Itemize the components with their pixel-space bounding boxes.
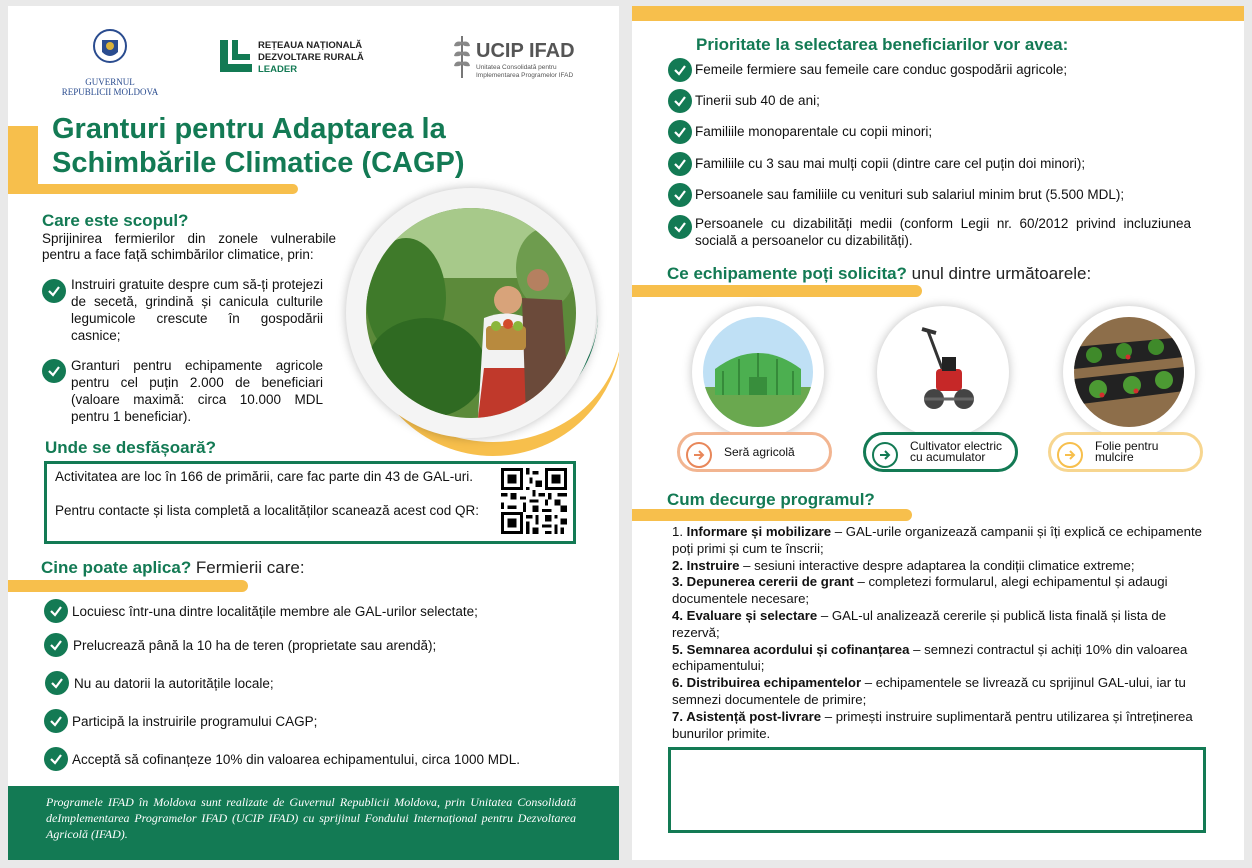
program-step-7: 7. Asistență post-livrare – primești instruire suplimentară pentru utilizarea și întreținerea bunurilor primite. [672, 708, 1193, 741]
program-underline-bar [632, 509, 912, 521]
contact-box [668, 747, 1206, 833]
program-step-2: 2. Instruire – sesiuni interactive despre adaptarea la condiții climatice extreme; [672, 557, 1135, 573]
gov-name-line2: REPUBLICII MOLDOVA [61, 87, 159, 97]
check-icon [42, 359, 66, 383]
who-heading [41, 558, 305, 578]
right-flyer-page [632, 6, 1244, 860]
program-step-1: 1. Informare și mobilizare – GAL-urile organizează campanii și îți explică ce echipamente poți primi și cum te înscrii; [672, 524, 1202, 556]
priority-item-3: Familiile monoparentale cu copii minori; [695, 124, 933, 139]
government-logo [60, 26, 160, 97]
equipment-cultivator [863, 432, 1018, 472]
check-icon [668, 58, 692, 82]
program-step-4: 4. Evaluare și selectare – GAL-ul analizează cererile și publică lista finală și lista de rezervă; [672, 607, 1167, 640]
wheat-icon [452, 32, 472, 80]
ucip-title: UCIP IFAD [476, 40, 575, 62]
check-icon [44, 747, 68, 771]
equipment-heading-suffix: unul dintre următoarele: [906, 264, 1092, 283]
equipment-cultivator-label: Cultivator electric cu acumulator [910, 439, 1003, 464]
rndr-line1: REȚEAUA NAȚIONALĂ [258, 40, 363, 51]
footer-band [8, 786, 619, 860]
coat-of-arms-icon [90, 26, 130, 70]
who-item-1: Locuiesc într-una dintre localitățile membre ale GAL-urilor selectate; [72, 604, 478, 619]
farmer-photo-frame [346, 188, 596, 438]
check-icon [668, 120, 692, 144]
where-box [44, 461, 576, 544]
equipment-heading [667, 264, 1091, 284]
greenhouse-photo-frame [692, 306, 824, 438]
page-title [52, 112, 465, 180]
rndr-line3: LEADER [258, 64, 298, 75]
where-text-1: Activitatea are loc în 166 de primării, care fac parte din 43 de GAL-uri. [55, 469, 473, 484]
scope-item-2: Granturi pentru echipamente agricole pentru cel puțin 2.000 de beneficiari (valoare maximă: circa 10.000 MDL pentru 1 beneficiar). [71, 358, 323, 424]
priority-item-4: Familiile cu 3 sau mai mulți copii (dintre care cel puțin doi minori); [695, 156, 1086, 171]
who-item-2: Prelucrează până la 10 ha de teren (proprietate sau arendă); [73, 638, 437, 653]
scope-intro: Sprijinirea fermierilor din zonele vulnerabile pentru a face față schimbărilor climatice, prin: [42, 231, 336, 262]
who-heading-suffix: Fermierii care: [191, 558, 305, 577]
program-step-5: 5. Semnarea acordului și cofinanțarea – semnezi contractul și achiți 10% din valoarea echipamentului; [672, 641, 1188, 674]
program-step-3: 3. Depunerea cererii de grant – completezi formularul, alegi echipamentul și adaugi documentele necesare; [672, 574, 1168, 607]
arrow-right-icon [1057, 442, 1083, 468]
check-icon [42, 279, 66, 303]
equipment-mulch-label: Folie pentru mulcire [1095, 439, 1159, 464]
arrow-right-icon [686, 442, 712, 468]
check-icon [668, 89, 692, 113]
equipment-mulch-film [1048, 432, 1203, 472]
who-heading-bold: Cine poate aplica? [41, 558, 192, 577]
priority-heading: Prioritate la selectarea beneficiarilor vor avea: [696, 35, 1069, 54]
equipment-underline-bar [632, 285, 922, 297]
check-icon [44, 709, 68, 733]
mulch-film-photo [1074, 317, 1184, 427]
ucip-ifad-logo [452, 32, 602, 84]
equipment-greenhouse-label: Seră agricolă [724, 445, 795, 459]
check-icon [668, 152, 692, 176]
scope-item-1: Instruiri gratuite despre cum să-ți protejezi de secetă, grindină și canicula culturile legumicole crescute în gospodării casnice; [71, 277, 323, 343]
rndr-line2: DEZVOLTARE RURALĂ [258, 52, 364, 63]
title-underline-bar [8, 184, 298, 194]
title-line1: Granturi pentru Adaptarea la [52, 113, 446, 145]
equipment-greenhouse [677, 432, 832, 472]
scope-heading: Care este scopul? [42, 211, 189, 230]
rndr-logo [220, 40, 370, 76]
program-steps [672, 524, 1217, 742]
priority-item-1: Femeile fermiere sau femeile care conduc gospodării agricole; [695, 62, 1068, 77]
who-item-3: Nu au datorii la autoritățile locale; [74, 676, 274, 691]
priority-item-6: Persoanele cu dizabilități medii (conform Legii nr. 60/2012 privind incluziunea socială a persoanelor cu dizabilități). [695, 216, 1191, 248]
where-text-2: Pentru contacte și lista completă a localităților scanează acest cod QR: [55, 503, 479, 518]
who-underline-bar [8, 580, 248, 592]
mulch-photo-frame [1063, 306, 1195, 438]
check-icon [668, 215, 692, 239]
priority-item-2: Tinerii sub 40 de ani; [695, 93, 820, 108]
cultivator-photo-frame [877, 306, 1009, 438]
who-item-4: Participă la instruirile programului CAGP; [72, 714, 318, 729]
qr-code-icon [501, 468, 567, 534]
program-step-6: 6. Distribuirea echipamentelor – echipamentele se livrează cu sprijinul GAL-ului, iar tu semnezi documentele de primire; [672, 675, 1186, 707]
equipment-heading-bold: Ce echipamente poți solicita? [667, 264, 907, 283]
ucip-sub1: Unitatea Consolidată pentru [476, 64, 557, 71]
program-heading: Cum decurge programul? [667, 490, 875, 509]
footer-text: Programele IFAD în Moldova sunt realizate de Guvernul Republicii Moldova, prin Unitatea Consolidată deImplementarea Programelor IFAD (UCIP IFAD) cu sprijinul Fondului Internațional pentru Dezvoltarea Agricolă (IFAD). [46, 795, 576, 841]
check-icon [44, 599, 68, 623]
where-heading: Unde se desfășoară? [45, 438, 217, 457]
farmer-photo [366, 208, 576, 418]
top-accent-bar [632, 6, 1244, 21]
gov-name-line1: GUVERNUL [85, 77, 135, 87]
check-icon [668, 183, 692, 207]
cultivator-photo [888, 317, 998, 427]
priority-item-5: Persoanele sau familiile cu venituri sub salariul minim brut (5.500 MDL); [695, 187, 1125, 202]
leader-logo-icon [220, 40, 252, 72]
who-item-5: Acceptă să cofinanțeze 10% din valoarea echipamentului, circa 1000 MDL. [72, 752, 521, 767]
ucip-sub2: Implementarea Programelor IFAD [476, 72, 574, 79]
title-line2: Schimbările Climatice (CAGP) [52, 147, 465, 179]
check-icon [45, 671, 69, 695]
arrow-right-icon [872, 442, 898, 468]
check-icon [44, 633, 68, 657]
greenhouse-photo [703, 317, 813, 427]
left-flyer-page [8, 6, 619, 860]
